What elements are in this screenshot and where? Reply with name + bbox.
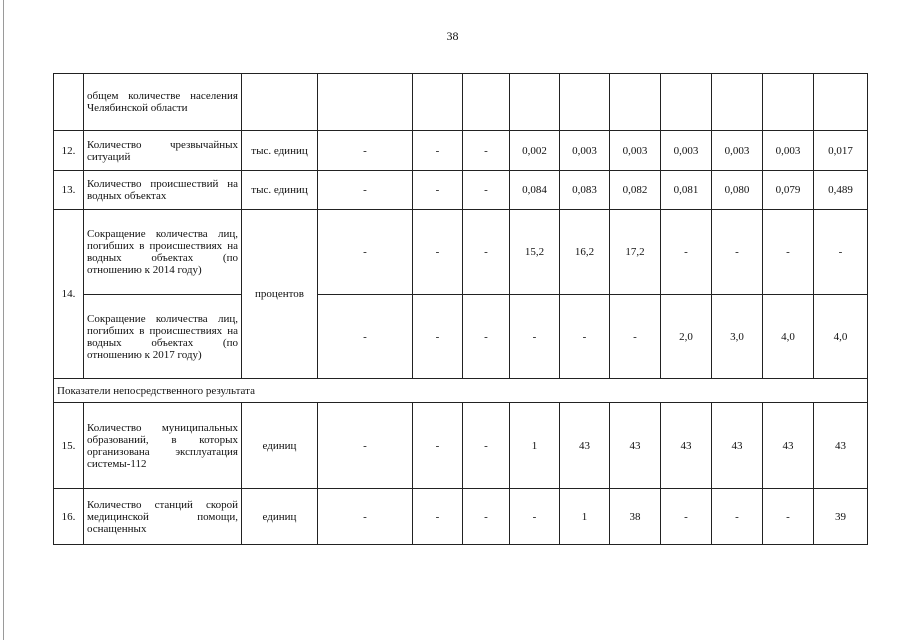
value-cell <box>560 74 610 131</box>
value-cell: 0,079 <box>763 171 814 210</box>
value-cell: 0,003 <box>610 131 661 171</box>
unit-cell: тыс. единиц <box>242 171 318 210</box>
value-cell: 0,003 <box>712 131 763 171</box>
value-cell: 16,2 <box>560 210 610 295</box>
value-cell: - <box>763 489 814 545</box>
value-cell: 43 <box>610 403 661 489</box>
indicator-name-cell: Сокращение количества лиц, погибших в происшествиях на водных объектах (по отношению к 2014 году) <box>84 210 242 295</box>
value-cell: - <box>712 210 763 295</box>
value-cell: - <box>413 210 463 295</box>
value-cell: - <box>510 295 560 379</box>
row-number-cell: 12. <box>54 131 84 171</box>
value-cell <box>712 74 763 131</box>
value-cell <box>318 74 413 131</box>
value-cell: 1 <box>560 489 610 545</box>
row-number-cell: 14. <box>54 210 84 379</box>
value-cell: - <box>560 295 610 379</box>
value-cell: 0,017 <box>814 131 868 171</box>
table-row-16 <box>54 489 868 545</box>
value-cell: - <box>318 403 413 489</box>
value-cell: 17,2 <box>610 210 661 295</box>
value-cell: 0,084 <box>510 171 560 210</box>
value-cell: 0,081 <box>661 171 712 210</box>
table-row-15 <box>54 403 868 489</box>
value-cell: 43 <box>712 403 763 489</box>
table-row-14b <box>54 295 868 379</box>
value-cell: - <box>814 210 868 295</box>
value-cell: - <box>318 210 413 295</box>
value-cell: - <box>610 295 661 379</box>
row-number-cell <box>54 74 84 131</box>
value-cell: - <box>413 131 463 171</box>
value-cell: 0,002 <box>510 131 560 171</box>
value-cell: 2,0 <box>661 295 712 379</box>
value-cell: - <box>413 171 463 210</box>
table-row-14a <box>54 210 868 295</box>
value-cell: 38 <box>610 489 661 545</box>
value-cell <box>661 74 712 131</box>
value-cell: - <box>463 295 510 379</box>
value-cell: - <box>763 210 814 295</box>
value-cell: 43 <box>763 403 814 489</box>
value-cell: 0,080 <box>712 171 763 210</box>
unit-cell: единиц <box>242 489 318 545</box>
value-cell: 0,003 <box>661 131 712 171</box>
value-cell: 39 <box>814 489 868 545</box>
value-cell <box>814 74 868 131</box>
value-cell <box>463 74 510 131</box>
indicator-name-cell: Количество станций скорой медицинской помощи, оснащенных <box>84 489 242 545</box>
value-cell: - <box>661 210 712 295</box>
table-row-13 <box>54 171 868 210</box>
unit-cell: единиц <box>242 403 318 489</box>
value-cell: 43 <box>814 403 868 489</box>
value-cell: - <box>318 171 413 210</box>
unit-cell <box>242 74 318 131</box>
value-cell <box>413 74 463 131</box>
indicators-table <box>53 73 868 545</box>
indicator-name-cell: общем количестве населения Челябинской области <box>84 74 242 131</box>
value-cell: 0,003 <box>763 131 814 171</box>
section-header-row <box>54 379 868 403</box>
value-cell: - <box>413 489 463 545</box>
value-cell: 15,2 <box>510 210 560 295</box>
value-cell: 4,0 <box>763 295 814 379</box>
value-cell: - <box>318 489 413 545</box>
unit-cell: тыс. единиц <box>242 131 318 171</box>
indicator-name-cell: Количество муниципальных образований, в которых организована эксплуатация системы-112 <box>84 403 242 489</box>
table-row-12 <box>54 131 868 171</box>
row-number-cell: 16. <box>54 489 84 545</box>
value-cell: 0,082 <box>610 171 661 210</box>
value-cell: - <box>413 295 463 379</box>
scan-border-line <box>3 0 4 640</box>
value-cell: - <box>318 131 413 171</box>
value-cell: - <box>318 295 413 379</box>
value-cell: - <box>661 489 712 545</box>
row-number-cell: 13. <box>54 171 84 210</box>
indicator-name-cell: Количество чрезвычайных ситуаций <box>84 131 242 171</box>
section-header: Показатели непосредственного результата <box>54 379 868 403</box>
value-cell: - <box>463 171 510 210</box>
value-cell: 43 <box>661 403 712 489</box>
value-cell: - <box>463 489 510 545</box>
value-cell: - <box>510 489 560 545</box>
indicator-name-cell: Количество происшествий на водных объектах <box>84 171 242 210</box>
value-cell: 0,083 <box>560 171 610 210</box>
value-cell: - <box>413 403 463 489</box>
value-cell: 43 <box>560 403 610 489</box>
value-cell: 0,489 <box>814 171 868 210</box>
value-cell: - <box>463 131 510 171</box>
value-cell <box>763 74 814 131</box>
value-cell <box>510 74 560 131</box>
value-cell: 4,0 <box>814 295 868 379</box>
value-cell: - <box>712 489 763 545</box>
table-row-continued <box>54 74 868 131</box>
row-number-cell: 15. <box>54 403 84 489</box>
page-number: 38 <box>446 29 459 43</box>
indicator-name-cell: Сокращение количества лиц, погибших в происшествиях на водных объектах (по отношению к 2017 году) <box>84 295 242 379</box>
value-cell: 3,0 <box>712 295 763 379</box>
value-cell: - <box>463 403 510 489</box>
unit-cell: процентов <box>242 210 318 379</box>
value-cell: - <box>463 210 510 295</box>
value-cell: 0,003 <box>560 131 610 171</box>
value-cell <box>610 74 661 131</box>
value-cell: 1 <box>510 403 560 489</box>
